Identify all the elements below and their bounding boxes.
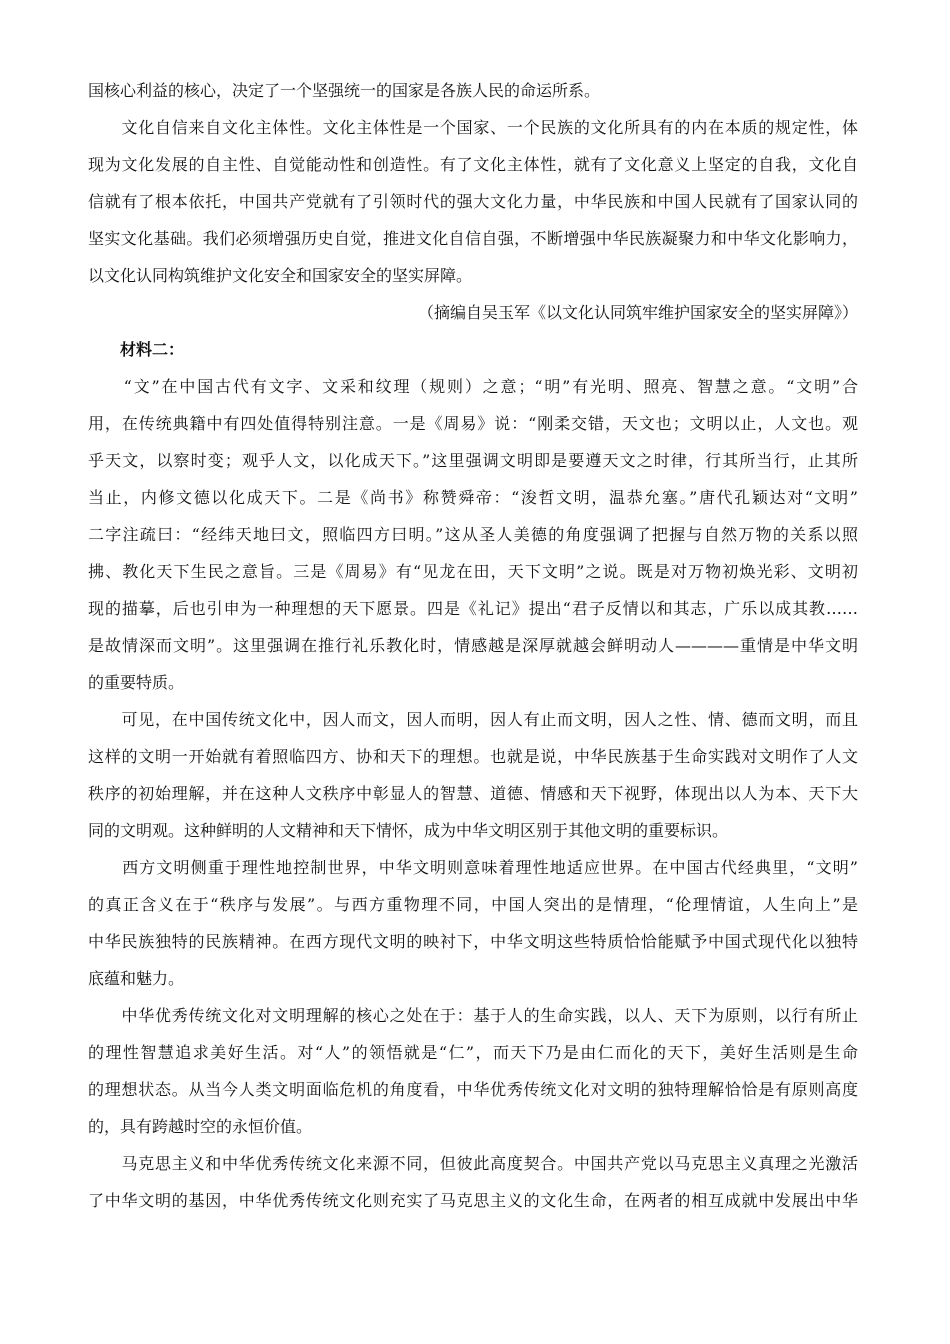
section-heading-material-2: 材料二： (88, 340, 185, 359)
text-line-20: 秩序的初始理解，并在这种人文秩序中彰显人的智慧、道德、情感和天下视野，体现出以人为本、天下大 (88, 784, 858, 803)
text-line-12: 当止，内修文德以化成天下。二是《尚书》称赞舜帝：“浚哲文明，温恭允塞。”唐代孔颖达对“文明” (88, 488, 858, 507)
text-line-17: 的重要特质。 (88, 673, 185, 692)
text-line-23: 的真正含义在于“秩序与发展”。与西方重物理不同，中国人突出的是情理，“伦理情谊，人生向上”是 (88, 895, 858, 914)
text-line-18: 可见，在中国传统文化中，因人而文，因人而明，因人有止而文明，因人之性、情、德而文明，而且 (88, 710, 858, 729)
text-line-24: 中华民族独特的民族精神。在西方现代文明的映衬下，中华文明这些特质恰恰能赋予中国式现代化以独特 (88, 932, 858, 951)
text-line-28: 的理想状态。从当今人类文明面临危机的角度看，中华优秀传统文化对文明的独特理解恰恰是有原则高度 (88, 1080, 858, 1099)
text-line-1: 国核心利益的核心，决定了一个坚强统一的国家是各族人民的命运所系。 (88, 81, 601, 100)
text-line-2: 文化自信来自文化主体性。文化主体性是一个国家、一个民族的文化所具有的内在本质的规定性，体 (88, 118, 858, 137)
text-line-27: 的理性智慧追求美好生活。对“人”的领悟就是“仁”，而天下乃是由仁而化的天下，美好生活则是生命 (88, 1043, 858, 1062)
text-line-29: 的，具有跨越时空的永恒价值。 (88, 1117, 313, 1136)
text-line-30: 马克思主义和中华优秀传统文化来源不同，但彼此高度契合。中国共产党以马克思主义真理之光激活 (88, 1154, 858, 1173)
text-line-31: 了中华文明的基因，中华优秀传统文化则充实了马克思主义的文化生命，在两者的相互成就中发展出中华 (88, 1191, 858, 1210)
text-line-13: 二字注疏曰：“经纬天地曰文，照临四方曰明。”这从圣人美德的角度强调了把握与自然万物的关系以照 (88, 525, 858, 544)
text-line-3: 现为文化发展的自主性、自觉能动性和创造性。有了文化主体性，就有了文化意义上坚定的自我，文化自 (88, 155, 858, 174)
text-line-15: 现的描摹，后也引申为一种理想的天下愿景。四是《礼记》提出“君子反情以和其志，广乐以成其教…… (88, 599, 858, 618)
text-line-5: 坚实文化基础。我们必须增强历史自觉，推进文化自信自强，不断增强中华民族凝聚力和中华文化影响力， (88, 229, 858, 248)
text-line-6: 以文化认同构筑维护文化安全和国家安全的坚实屏障。 (88, 266, 473, 285)
text-line-22: 西方文明侧重于理性地控制世界，中华文明则意味着理性地适应世界。在中国古代经典里，“文明” (88, 858, 858, 877)
text-line-19: 这样的文明一开始就有着照临四方、协和天下的理想。也就是说，中华民族基于生命实践对文明作了人文 (88, 747, 858, 766)
source-citation: （摘编自吴玉军《以文化认同筑牢维护国家安全的坚实屏障》） (417, 303, 858, 322)
text-line-14: 拂、教化天下生民之意旨。三是《周易》有“见龙在田，天下文明”之说。既是对万物初焕光彩、文明初 (88, 562, 858, 581)
text-line-11: 乎天文，以察时变；观乎人文，以化成天下。”这里强调文明即是要遵天文之时律，行其所当行，止其所 (88, 451, 858, 470)
text-line-26: 中华优秀传统文化对文明理解的核心之处在于：基于人的生命实践，以人、天下为原则，以行有所止 (88, 1006, 858, 1025)
text-line-9: “文”在中国古代有文字、文采和纹理（规则）之意；“明”有光明、照亮、智慧之意。“文明”合 (88, 377, 858, 396)
text-line-16: 是故情深而文明”。这里强调在推行礼乐教化时，情感越是深厚就越会鲜明动人————重情是中华文明 (88, 636, 858, 655)
text-line-4: 信就有了根本依托，中国共产党就有了引领时代的强大文化力量，中华民族和中国人民就有了国家认同的 (88, 192, 858, 211)
text-line-25: 底蕴和魅力。 (88, 969, 185, 988)
text-line-10: 用，在传统典籍中有四处值得特别注意。一是《周易》说：“刚柔交错，天文也；文明以止，人文也。观 (88, 414, 858, 433)
text-line-21: 同的文明观。这种鲜明的人文精神和天下情怀，成为中华文明区别于其他文明的重要标识。 (88, 821, 729, 840)
